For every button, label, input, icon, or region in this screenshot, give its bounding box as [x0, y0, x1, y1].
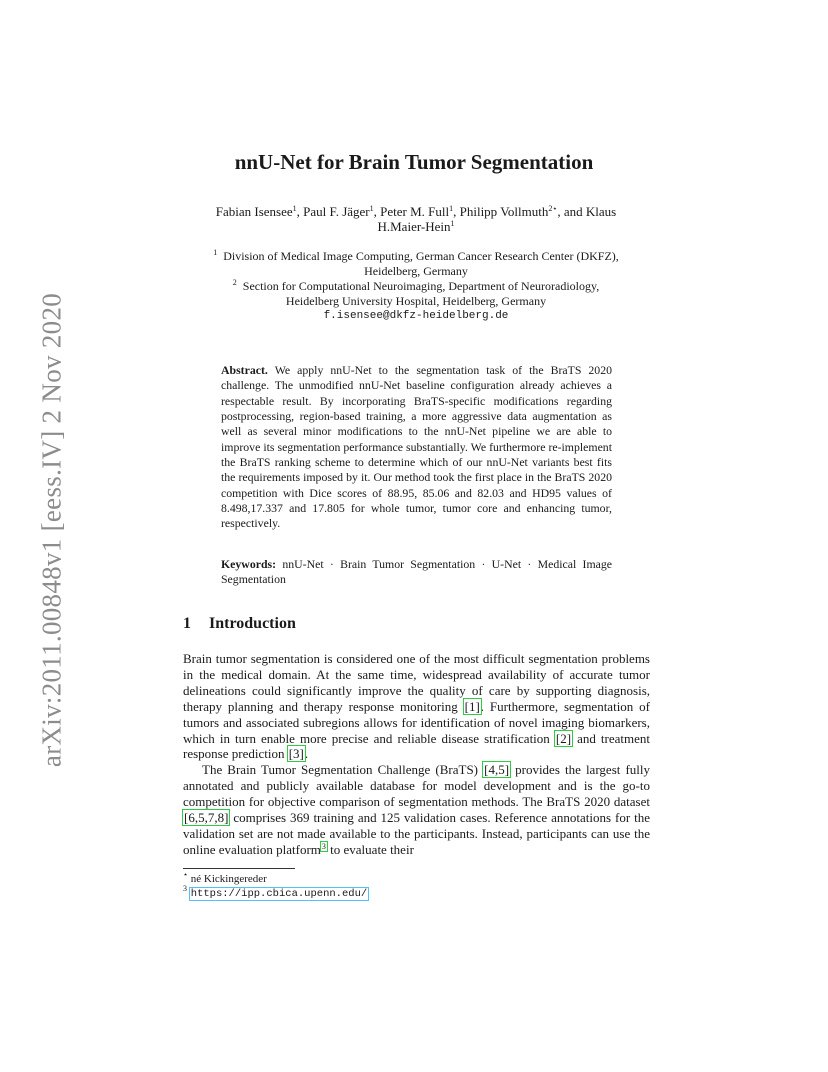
affiliation-line: Division of Medical Image Computing, German Cancer Research Center (DKFZ), [223, 249, 619, 263]
arxiv-identifier: arXiv:2011.00848v1 [eess.IV] 2 Nov 2020 [36, 292, 67, 768]
section-number: 1 [183, 615, 191, 632]
affiliations [170, 249, 662, 324]
footnote-mark: ⋆ [183, 870, 189, 879]
paragraph-text: comprises 369 training and 125 validation cases. Reference annotations for the validation set are not made available to the participants. Instead, participants can use the online evaluation platform [183, 810, 650, 857]
author-name: , Philipp Vollmuth [453, 204, 549, 219]
keywords [221, 557, 612, 588]
footnote-star [183, 872, 368, 886]
citation-link[interactable]: [2] [555, 730, 572, 746]
paragraph-text: . [304, 746, 309, 762]
paper-title: nnU-Net for Brain Tumor Segmentation [234, 150, 594, 174]
footnote-mark: 3 [183, 884, 187, 893]
paragraph-text: The Brain Tumor Segmentation Challenge (BraTS) [202, 762, 484, 778]
author-name: , Peter M. Full [373, 204, 450, 219]
author-name: , Paul F. Jäger [296, 204, 370, 219]
affiliation-number: 2 [232, 278, 237, 287]
footnote-3 [183, 886, 368, 901]
paragraph-text: . Furthermore, segmentation of tumors and associated subregions allows for identification of novel imaging biomarkers, which in turn enable more precise and reliable disease stratification [183, 698, 650, 746]
abstract [221, 363, 612, 532]
author-name: , and Klaus [557, 204, 617, 219]
affiliation-line: Section for Computational Neuroimaging, Department of Neuroradiology, [242, 279, 600, 293]
citation-link[interactable]: [1] [464, 698, 480, 714]
section-title: Introduction [209, 615, 296, 632]
paragraph-text: to evaluate their [326, 841, 414, 857]
affiliation-2 [170, 279, 662, 294]
footnote-url-link[interactable]: https://ipp.cbica.upenn.edu/ [190, 888, 368, 900]
body-text [183, 651, 650, 858]
author-affiliation-mark: 1 [369, 204, 374, 213]
affiliation-1 [170, 249, 662, 264]
affiliation-line: Heidelberg, Germany [364, 264, 468, 278]
footnote-text: né Kickingereder [190, 873, 267, 885]
author-affiliation-mark: 1 [449, 204, 454, 213]
citation-link[interactable]: [4,5] [484, 762, 510, 778]
abstract-label: Abstract. [221, 363, 268, 377]
paragraph [183, 651, 650, 762]
affiliation-number: 1 [213, 248, 218, 257]
citation-link[interactable]: [6,5,7,8] [184, 810, 229, 826]
contact-email[interactable]: f.isensee@dkfz-heidelberg.de [323, 310, 509, 322]
author-affiliation-mark: 1 [292, 204, 297, 213]
keywords-label: Keywords: [221, 557, 277, 571]
footnote-divider [183, 868, 295, 869]
paragraph-text: provides the largest fully annotated and publicly available database for model development and is the go-to competition for objective comparison of segmentation methods. The BraTS 2020 dataset [183, 762, 651, 810]
keywords-text: nnU-Net · Brain Tumor Segmentation · U-Net · Medical Image Segmentation [221, 557, 612, 587]
affiliation-line: Heidelberg University Hospital, Heidelberg, Germany [285, 294, 547, 308]
section-heading [183, 615, 296, 633]
footnotes [183, 872, 368, 901]
citation-link[interactable]: [3] [288, 746, 304, 762]
author-affiliation-mark: 1 [450, 219, 455, 228]
footnote-link[interactable]: 3 [321, 841, 326, 851]
author-name: Fabian Isensee [215, 204, 293, 219]
paragraph-text: Brain tumor segmentation is considered one of the most difficult segmentation problems in the medical domain. At the same time, widespread availability of accurate tumor delineations could significantly improve the quality of care by supporting diagnosis, therapy planning and therapy response monitoring [183, 651, 650, 714]
abstract-text: We apply nnU-Net to the segmentation task of the BraTS 2020 challenge. The unmodified nnU-Net baseline configuration already achieves a respectable result. By incorporating BraTS-specific modifications regarding postprocessing, region-based training, a more aggressive data augmentation as well as several minor modifications to the nnU-Net pipeline we are able to improve its segmentation performance substantially. We furthermore re-implement the BraTS ranking scheme to determine which of our nnU-Net variants best fits the requirements imposed by it. Our method took the first place in the BraTS 2020 competition with Dice scores of 88.95, 85.06 and 82.03 and HD95 values of 8.498,17.337 and 17.805 for whole tumor, tumor core and enhancing tumor, respectively. [221, 363, 612, 531]
paragraph-text: and treatment response prediction [183, 730, 651, 762]
paragraph [183, 762, 650, 857]
author-name: H.Maier-Hein [377, 219, 451, 234]
author-affiliation-mark: 2⋆ [548, 204, 558, 213]
author-list [170, 204, 662, 234]
